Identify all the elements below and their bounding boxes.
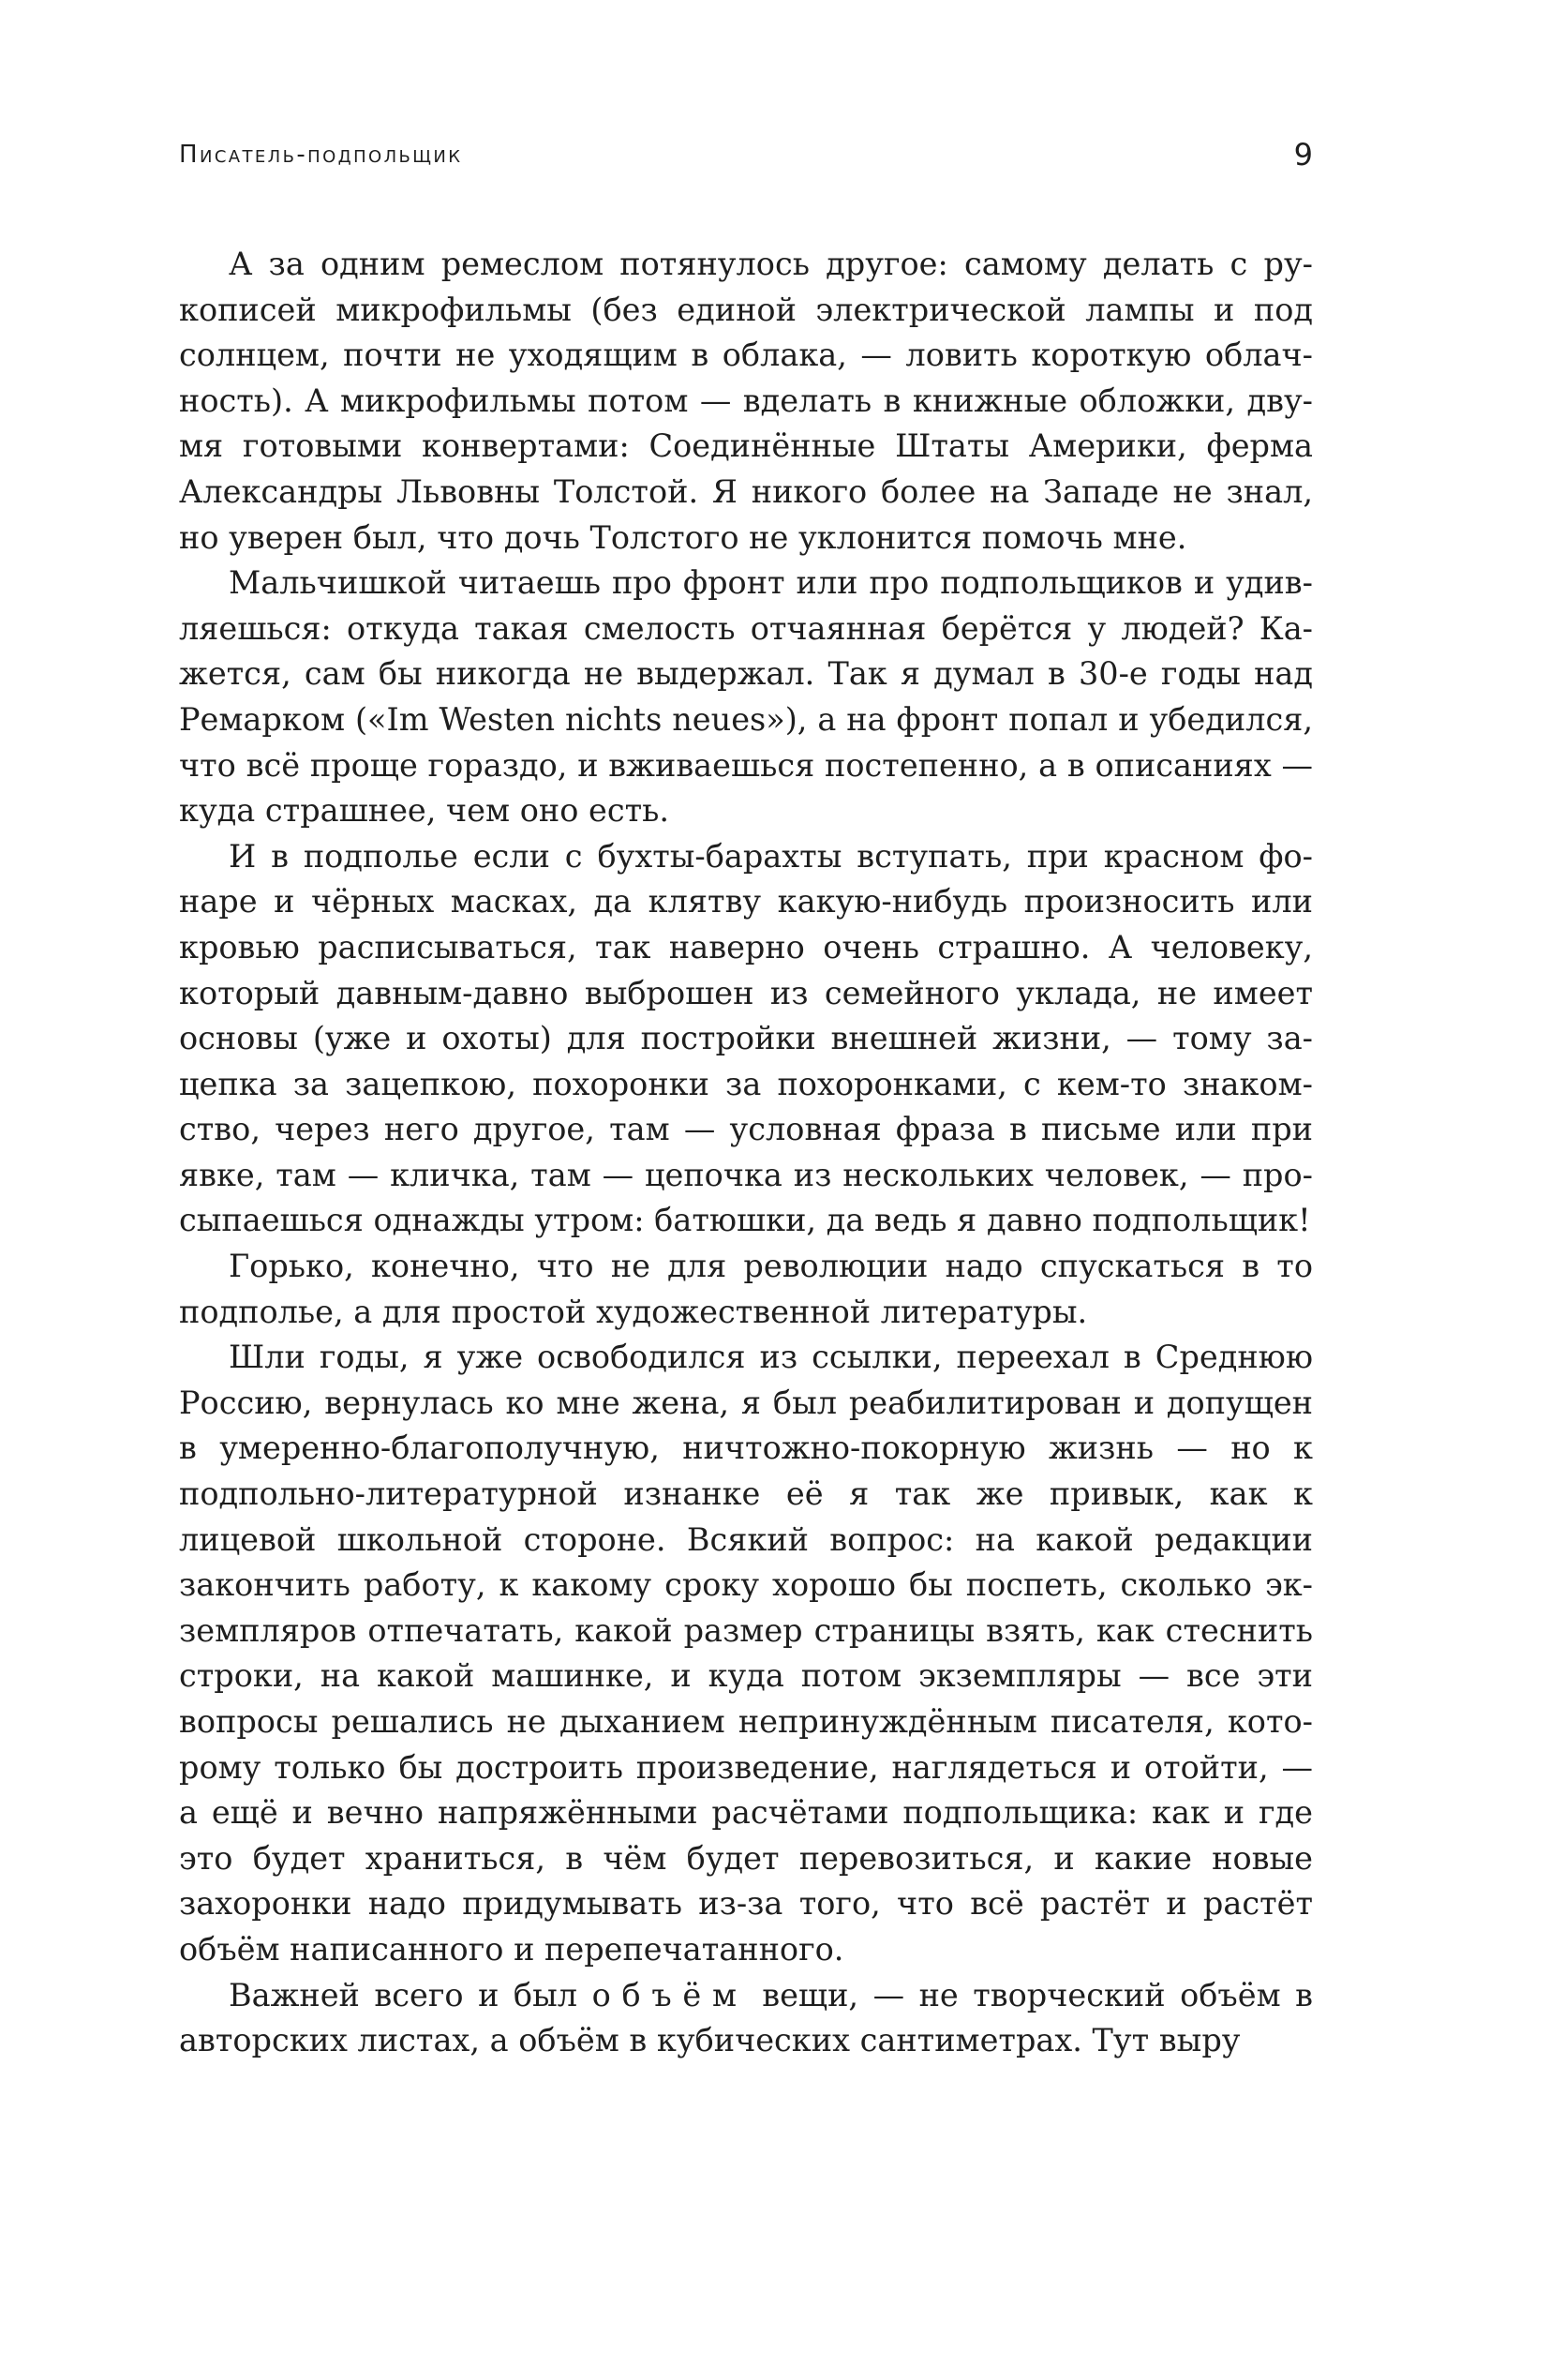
paragraph: Горько, конечно, что не для революции надо спускаться в то подполье, а для простой художественной литературы. [179,1248,1313,1330]
paragraph-text: вещи, — не творческий объём в авторских листах, а объём в кубических сантиметрах. Тут выру [179,1976,1313,2059]
running-head [179,137,1313,178]
paragraph: А за одним ремеслом потянулось другое: самому делать с рукописей микрофильмы (без единой электрической лампы и под солнцем, почти не уходящим в облака, — ловить короткую облачность). А микрофильмы потом — вделать в книжные обложки, двумя готовыми конвертами: Соединённые Штаты Америки, ферма Александры Львовны Толстой. Я никого более на Западе не знал, но уверен был, что дочь Толстого не уклонится помочь мне. [179,246,1313,556]
paragraph-text: Важней всего и был [229,1976,592,2013]
running-title: Писатель-подпольщик [179,141,463,169]
paragraph: Шли годы, я уже освободился из ссылки, переехал в Среднюю Россию, вернулась ко мне жена, я был реабилитирован и допущен в умеренно-благополучную, ничтожно-покорную жизнь — но к подпольно-литературной изнанке её я так же привык, как к лицевой школьной стороне. Всякий вопрос: на какой редакции закончить работу, к какому сроку хорошо бы поспеть, сколько экземпляров отпечатать, какой размер страницы взять, как стеснить строки, на какой машинке, и куда потом экземпляры — все эти вопросы решались не дыханием непринуждённым писателя, которому только бы достроить произведение, наглядеться и отойти, — а ещё и вечно напряжёнными расчётами подпольщика: как и где это будет храниться, в чём будет перевозиться, и какие новые захоронки надо придумывать из-за того, что всё растёт и растёт объём написанного и перепечатанного. [179,1339,1313,1968]
paragraph: Мальчишкой читаешь про фронт или про подпольщиков и удивляешься: откуда такая смелость отчаянная берётся у людей? Кажется, сам бы никогда не выдержал. Так я думал в 30-е годы над Ремарком («Im Westen nichts neues»), а на фронт попал и убедился, что всё проще гораздо, и вживаешься постепенно, а в описаниях — куда страшнее, чем оно есть. [179,564,1313,830]
paragraph [179,1973,1313,2064]
spaced-emphasis: объём [591,1976,748,2013]
paragraph: И в подполье если с бухты-барахты вступать, при красном фонаре и чёрных масках, да клятву какую-нибудь произносить или кровью расписываться, так наверно очень страшно. А человеку, который давным-давно выброшен из семейного уклада, не имеет основы (уже и охоты) для постройки внешней жизни, — тому зацепка за зацепкою, похоронки за похоронками, с кем-то знакомство, через него другое, там — условная фраза в письме или при явке, там — кличка, там — цепочка из нескольких человек, — просыпаешься однажды утром: батюшки, да ведь я давно подпольщик! [179,837,1313,1239]
body-text [179,242,1313,2064]
page-number: 9 [1293,137,1313,172]
